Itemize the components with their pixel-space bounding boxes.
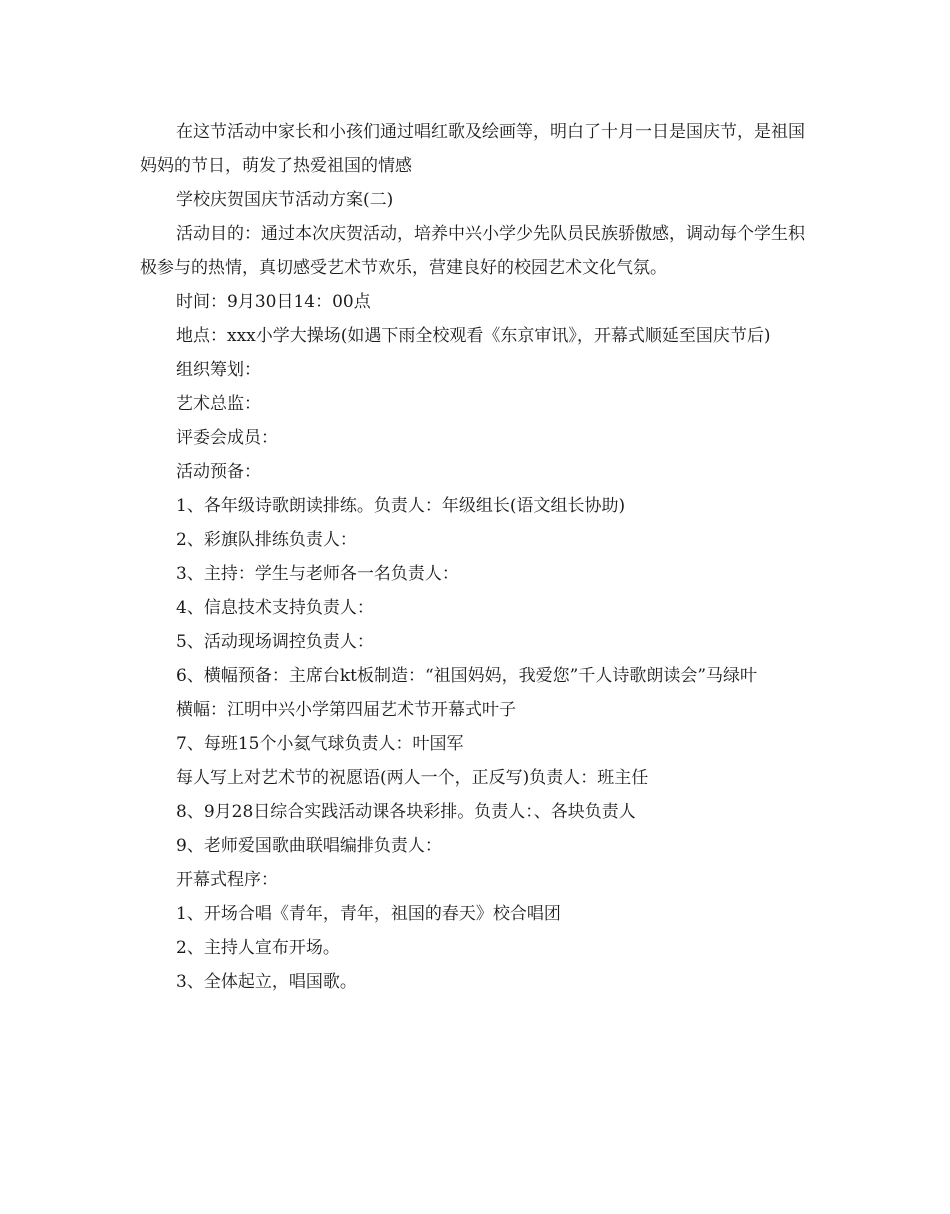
paragraph-22-program-1: 1、开场合唱《青年，青年，祖国的春天》校合唱团: [176, 904, 561, 924]
paragraph-5-location: 地点：xxx小学大操场(如遇下雨全校观看《东京审讯》，开幕式顺延至国庆节后): [176, 326, 771, 346]
paragraph-18-wishes: 每人写上对艺术节的祝愿语(两人一个，正反写)负责人：班主任: [176, 768, 649, 788]
paragraph-21-program: 开幕式程序：: [176, 870, 278, 890]
paragraph-19-item-8: 8、9月28日综合实践活动课各块彩排。负责人：、各块负责人: [176, 802, 636, 822]
paragraph-1: 在这节活动中家长和小孩们通过唱红歌及绘画等，明白了十月一日是国庆节，是祖国妈妈的节日，萌发了热爱祖国的情感: [140, 122, 805, 176]
paragraph-15-item-6: 6、横幅预备：主席台kt板制造：“祖国妈妈，我爱您”千人诗歌朗读会”马绿叶: [176, 666, 758, 686]
paragraph-13-item-4: 4、信息技术支持负责人：: [176, 598, 374, 618]
paragraph-6-organizer: 组织筹划：: [176, 360, 261, 380]
paragraph-11-item-2: 2、彩旗队排练负责人：: [176, 530, 357, 550]
paragraph-12-item-3: 3、主持：学生与老师各一名负责人：: [176, 564, 459, 584]
paragraph-7-art-director: 艺术总监：: [176, 394, 261, 414]
paragraph-10-item-1: 1、各年级诗歌朗读排练。负责人：年级组长(语文组长协助): [176, 496, 626, 516]
paragraph-2-section-title: 学校庆贺国庆节活动方案(二): [176, 190, 394, 210]
paragraph-9-preparation: 活动预备：: [176, 462, 261, 482]
paragraph-16-banner: 横幅：江明中兴小学第四届艺术节开幕式叶子: [176, 700, 516, 720]
paragraph-4-time: 时间：9月30日14：00点: [176, 292, 371, 312]
paragraph-23-program-2: 2、主持人宣布开场。: [176, 938, 340, 958]
paragraph-17-item-7: 7、每班15个小氦气球负责人：叶国军: [176, 734, 464, 754]
paragraph-20-item-9: 9、老师爱国歌曲联唱编排负责人：: [176, 836, 442, 856]
paragraph-8-jury: 评委会成员：: [176, 428, 278, 448]
document-body: [140, 115, 812, 999]
paragraph-24-program-3: 3、全体起立，唱国歌。: [176, 972, 357, 992]
paragraph-14-item-5: 5、活动现场调控负责人：: [176, 632, 374, 652]
paragraph-3-purpose: 活动目的：通过本次庆贺活动，培养中兴小学少先队员民族骄傲感，调动每个学生积极参与的热情，真切感受艺术节欢乐，营建良好的校园艺术文化气氛。: [140, 224, 805, 278]
